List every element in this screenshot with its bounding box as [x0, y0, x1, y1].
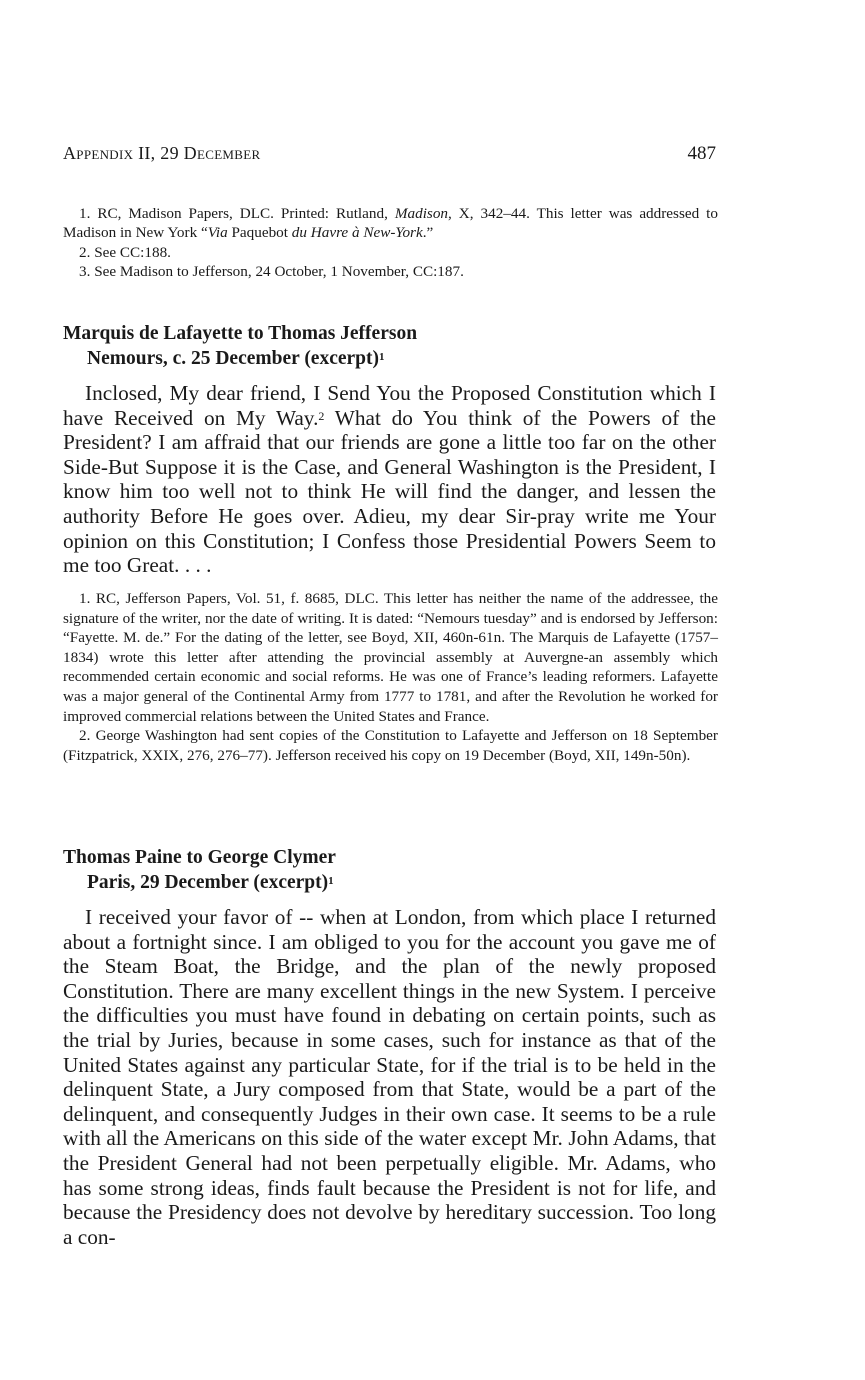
top-footnotes — [63, 204, 718, 282]
running-head-title: Appendix II, 29 December — [63, 143, 261, 163]
note-marker: 1 — [328, 875, 334, 887]
note-marker: 1 — [379, 351, 385, 363]
footnote: 2. George Washington had sent copies of the Constitution to Lafayette and Jefferson on 18 September (Fitzpatrick, XXIX, 276, 276–77). Jefferson received his copy on 19 December (Boyd, XII, 149n-50n). — [63, 727, 718, 764]
heading-title: Marquis de Lafayette to Thomas Jefferson — [63, 323, 418, 344]
heading-place-date: Paris, 29 December (excerpt)$^1$ — [87, 872, 334, 893]
running-head — [63, 143, 716, 169]
page-number: 487 — [687, 143, 716, 164]
heading-place-date: Nemours, c. 25 December (excerpt)$^1$ — [87, 348, 385, 369]
note-marker: 2 — [318, 408, 325, 423]
letter-body-lafayette — [63, 381, 716, 578]
paragraph: I received your favor of -- when at London, from which place I returned about a fortnight since. I am obliged to you for the account you gave me of the Steam Boat, the Bridge, and the plan of the newly proposed Constitution. There are many excellent things in the new System. I perceive the difficulties you must have found in debating on certain points, such as the trial by Juries, because in some cases, such for instance as that of the United States against any particular State, for if the trial is to be held in the delinquent State, a Jury composed from that State, would be a part of the delinquent, and consequently Judges in their own case. It seems to be a rule with all the Americans on this side of the water except Mr. John Adams, that the President General had not been perpetually eligible. Mr. Adams, who has some strong ideas, finds fault because the President is not for life, and because the Presidency does not devolve by hereditary succession. Too long a con- — [63, 905, 716, 1249]
document-heading-paine — [63, 845, 336, 895]
letter-body-paine — [63, 905, 716, 1249]
heading-title: Thomas Paine to George Clymer — [63, 847, 336, 868]
footnote: 1. RC, Jefferson Papers, Vol. 51, f. 8685, DLC. This letter has neither the name of the addressee, the signature of the writer, nor the date of writing. It is dated: “Nemours tuesday” and is endorsed by Jefferson: “Fayette. M. de.” For the dating of the letter, see Boyd, XII, 460n-61n. The Marquis de Lafayette (1757–1834) wrote this letter after attending the provincial assembly at Auvergne-an assembly which recommended certain economic and social reforms. He was one of France’s leading reformers. Lafayette was a major general of the Continental Army from 1777 to 1781, and after the Revolution he worked for improved commercial relations between the United States and France. — [63, 590, 718, 725]
paragraph: Inclosed, My dear friend, I Send You the Proposed Constitution which I have Received on My Way.$^2$ What do You think of the Powers of the President? I am affraid that our friends are gone a little too far on the other Side-But Suppose it is the Case, and General Washington is the President, I know him too well not to think He will find the danger, and lessen the authority Before He goes over. Adieu, my dear Sir-pray write me Your opinion on this Constitution; I Confess those Presidential Powers Seem to me too Great. . . . — [63, 381, 716, 578]
footnote: 1. RC, Madison Papers, DLC. Printed: Rutland, Madison, X, 342–44. This letter was addressed to Madison in New York “Via Paquebot du Havre à New-York.” — [63, 205, 718, 242]
document-heading-lafayette — [63, 321, 417, 371]
footnotes-lafayette — [63, 589, 718, 765]
footnote: 3. See Madison to Jefferson, 24 October, 1 November, CC:187. — [79, 263, 464, 281]
footnote: 2. See CC:188. — [79, 243, 171, 261]
